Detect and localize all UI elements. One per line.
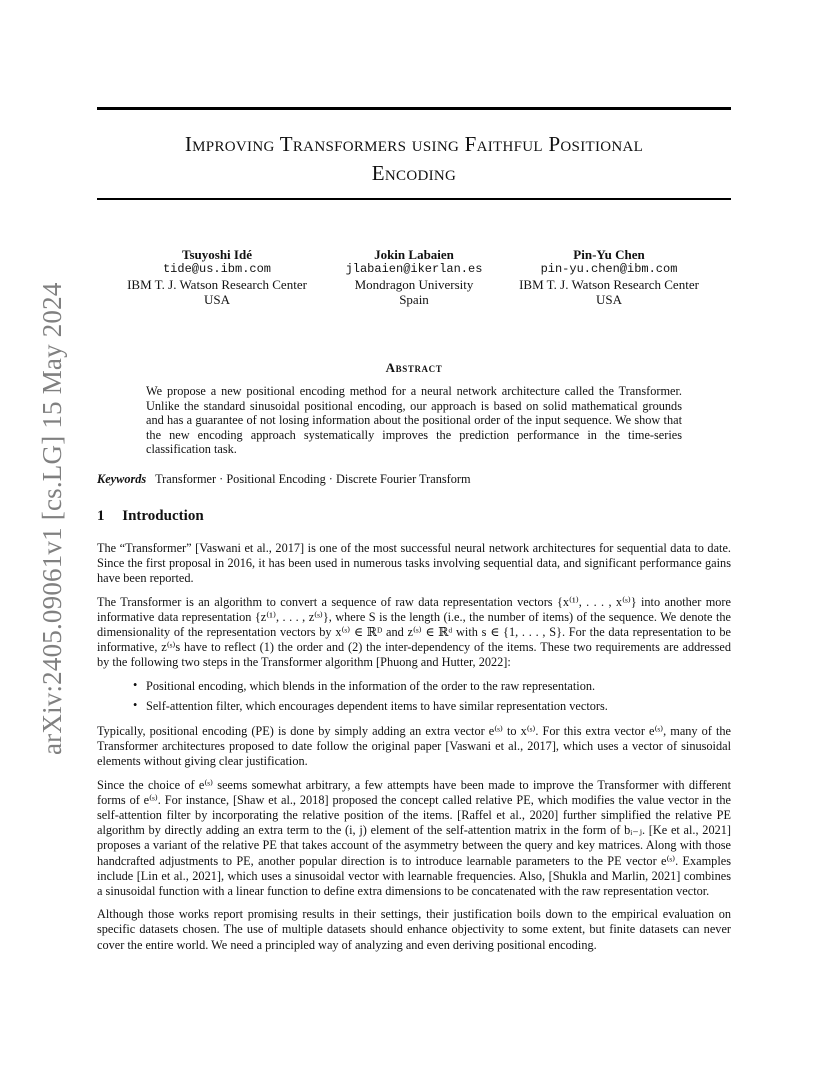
- author-country: USA: [595, 292, 622, 307]
- paragraph-5: Although those works report promising results in their settings, their justification boils down to the empirical evaluation on specific datasets chosen. The use of multiple datasets should enhance objectivity to some extent, but finite datasets can never cover the entire world. We need a principled way of analyzing and even deriving positional encoding.: [97, 907, 731, 952]
- author-1: [112, 247, 322, 307]
- paragraph-1: The “Transformer” [Vaswani et al., 2017] is one of the most successful neural network architectures for sequential data to date. Since the first proposal in 2016, it has been used in numerous tasks involving sequential data, and significant performance gains have been reported.: [97, 541, 731, 586]
- author-country: Spain: [399, 292, 429, 307]
- list-item-positional-encoding: • Positional encoding, which blends in the information of the order to the raw representation.: [97, 679, 731, 694]
- author-name: Pin-Yu Chen: [573, 247, 645, 262]
- author-2: [309, 247, 519, 307]
- author-email: tide@us.ibm.com: [162, 262, 272, 276]
- title-line-1: Improving Transformers using Faithful Positional: [184, 132, 644, 156]
- section-title: Introduction: [122, 508, 204, 524]
- author-affiliation: IBM T. J. Watson Research Center: [127, 277, 307, 292]
- author-block: [97, 247, 731, 311]
- paper-title: [97, 130, 731, 188]
- author-email: jlabaien@ikerlan.es: [345, 262, 483, 276]
- keywords-text: Transformer · Positional Encoding · Discrete Fourier Transform: [155, 472, 471, 486]
- step-list: [97, 679, 731, 714]
- keywords-line: [97, 472, 737, 487]
- arxiv-identifier: arXiv:2405.09061v1 [cs.LG] 15 May 2024: [37, 282, 67, 755]
- intro-body: [97, 541, 731, 953]
- section-number: 1: [97, 508, 105, 524]
- author-name: Jokin Labaien: [374, 247, 454, 262]
- author-name: Tsuyoshi Idé: [182, 247, 252, 262]
- paragraph-2: The Transformer is an algorithm to convert a sequence of raw data representation vectors {x⁽¹⁾, . . . , x⁽ˢ⁾} into another more informative data representation {z⁽¹⁾, . . . , z⁽ˢ⁾}, where S is the length (i.e., the number of items) of the sequence. We denote the dimensionality of the representation vectors by x⁽ˢ⁾ ∈ ℝᴰ and z⁽ˢ⁾ ∈ ℝᵈ with s ∈ {1, . . . , S}. For the data representation to be informative, z⁽ˢ⁾s have to reflect (1) the order and (2) the inter-dependency of the items. These two requirements are addressed by the following two steps in the Transformer algorithm [Phuong and Hutter, 2022]:: [97, 594, 731, 670]
- title-rule-bottom: [97, 198, 731, 200]
- author-email: pin-yu.chen@ibm.com: [540, 262, 678, 276]
- author-affiliation: IBM T. J. Watson Research Center: [519, 277, 699, 292]
- abstract-heading: Abstract: [385, 360, 443, 375]
- author-3: [504, 247, 714, 307]
- title-line-2: Encoding: [371, 161, 457, 185]
- paragraph-3: Typically, positional encoding (PE) is done by simply adding an extra vector e⁽ˢ⁾ to x⁽ˢ⁾. For this extra vector e⁽ˢ⁾, many of the Transformer architectures proposed to date follow the original paper [Vaswani et al., 2017], which uses a vector of sinusoidal elements without giving clear justification.: [97, 724, 731, 769]
- keywords-label: Keywords: [97, 472, 147, 486]
- abstract-text: We propose a new positional encoding method for a neural network architecture called the Transformer. Unlike the standard sinusoidal positional encoding, our approach is based on solid mathematical grounds and has a guarantee of not losing information about the positional order of the input sequence. We show that the new encoding approach systematically improves the prediction performance in the time-series classification task.: [146, 384, 682, 457]
- title-rule-top: [97, 107, 731, 110]
- author-affiliation: Mondragon University: [354, 277, 474, 292]
- section-heading: [97, 508, 204, 525]
- paragraph-4: Since the choice of e⁽ˢ⁾ seems somewhat arbitrary, a few attempts have been made to improve the Transformer with different forms of e⁽ˢ⁾. For instance, [Shaw et al., 2018] proposed the concept called relative PE, which modifies the value vector in the self-attention filter by incorporating the relative position of the items. [Raffel et al., 2020] further simplified the relative PE algorithm by directly adding an extra term to the (i, j) element of the self-attention matrix in the form of bᵢ₋ⱼ. [Ke et al., 2021] proposes a variant of the relative PE that takes account of the asymmetry between the query and key matrices. Along with those handcrafted adjustments to PE, another popular direction is to introduce learnable parameters to the PE vector e⁽ˢ⁾. Examples include [Lin et al., 2021], which uses a sinusoidal vector with learnable frequencies. Also, [Shukla and Marlin, 2021] combines a sinusoidal function with a linear function to define extra dimensions to be concatenated with the raw representation vector.: [97, 777, 731, 899]
- author-country: USA: [203, 292, 230, 307]
- list-item-self-attention: • Self-attention filter, which encourages dependent items to have similar representation vectors.: [97, 699, 731, 714]
